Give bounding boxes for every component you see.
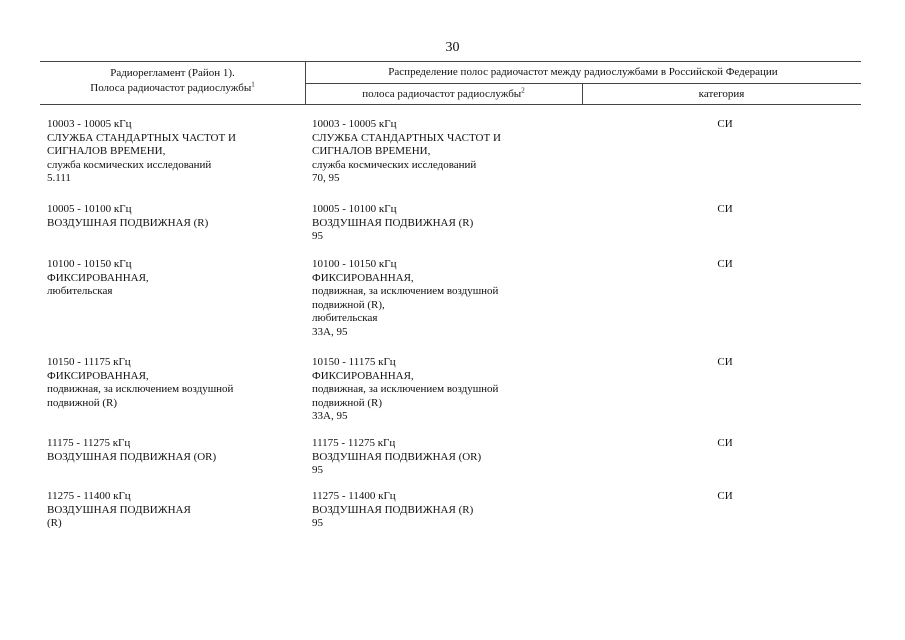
row-2-right-line: ФИКСИРОВАННАЯ, xyxy=(312,271,414,284)
row-2-right xyxy=(312,258,498,339)
header-left-line1: Радиорегламент (Район 1). xyxy=(110,67,235,79)
row-2-right-line: любительская xyxy=(312,312,378,324)
header-left-line2-text: Полоса радиочастот радиослужбы xyxy=(90,82,252,94)
row-1-right-line: 10005 - 10100 кГц xyxy=(312,203,397,215)
row-0-left-line: служба космических исследований xyxy=(47,158,212,171)
row-0-right-line: СЛУЖБА СТАНДАРТНЫХ ЧАСТОТ И xyxy=(312,131,501,144)
row-4-left-line: ВОЗДУШНАЯ ПОДВИЖНАЯ (OR) xyxy=(47,450,217,463)
row-3-left-line: подвижной (R) xyxy=(47,396,118,409)
row-2-left-line: любительская xyxy=(47,285,113,297)
row-2-right-line: 10100 - 10150 кГц xyxy=(312,258,397,270)
row-5-category: СИ xyxy=(717,490,733,502)
row-4-right xyxy=(312,437,481,478)
header-right-col1 xyxy=(305,87,582,102)
row-5-right-line: 11275 - 11400 кГц xyxy=(312,490,396,502)
row-4-left-line: 11175 - 11275 кГц xyxy=(47,437,131,449)
row-1-right xyxy=(312,203,473,244)
row-3-right-line: подвижной (R) xyxy=(312,396,383,409)
row-5-left-line: (R) xyxy=(47,517,62,529)
row-5-left-line: 11275 - 11400 кГц xyxy=(47,490,131,502)
row-3-right-line: подвижная, за исключением воздушной xyxy=(312,383,499,395)
row-1-category: СИ xyxy=(717,203,733,215)
header-left xyxy=(40,66,305,96)
row-0-right-line: 10003 - 10005 кГц xyxy=(312,118,397,130)
row-5-left-line: ВОЗДУШНАЯ ПОДВИЖНАЯ xyxy=(47,503,191,516)
row-2-right-line: 33А, 95 xyxy=(312,325,348,338)
row-5-right-line: 95 xyxy=(312,517,323,529)
header-left-line2 xyxy=(40,81,305,96)
row-0-left-line: СИГНАЛОВ ВРЕМЕНИ, xyxy=(47,145,166,157)
row-3-right-line: 33А, 95 xyxy=(312,410,348,422)
row-0-right-line: служба космических исследований xyxy=(312,158,477,171)
header-right-top: Распределение полос радиочастот между радиослужбами в Российской Федерации xyxy=(388,66,778,78)
row-4-right-line: ВОЗДУШНАЯ ПОДВИЖНАЯ (OR) xyxy=(312,450,482,463)
row-0-left xyxy=(47,118,236,186)
header-middle-rule xyxy=(305,83,861,84)
row-4-left xyxy=(47,437,216,464)
row-3-right xyxy=(312,356,498,424)
header-top-rule xyxy=(40,61,861,62)
row-1-right-line: ВОЗДУШНАЯ ПОДВИЖНАЯ (R) xyxy=(312,216,474,229)
row-2-right-line: подвижная, за исключением воздушной xyxy=(312,285,499,297)
row-4-right-line: 11175 - 11275 кГц xyxy=(312,437,396,449)
row-2-left xyxy=(47,258,149,299)
row-2-left-line: ФИКСИРОВАННАЯ, xyxy=(47,271,149,284)
row-0-category: СИ xyxy=(717,118,733,130)
row-3-left-line: подвижная, за исключением воздушной xyxy=(47,383,234,395)
row-3-left xyxy=(47,356,233,410)
row-1-left-line: 10005 - 10100 кГц xyxy=(47,203,132,215)
row-0-right-line: 70, 95 xyxy=(312,172,340,184)
header-bottom-rule xyxy=(40,104,861,105)
row-3-right-line: ФИКСИРОВАННАЯ, xyxy=(312,369,414,382)
row-0-left-line: 5.111 xyxy=(47,172,71,184)
row-3-left-line: 10150 - 11175 кГц xyxy=(47,356,131,368)
row-3-left-line: ФИКСИРОВАННАЯ, xyxy=(47,369,149,382)
row-2-right-line: подвижной (R), xyxy=(312,298,385,311)
row-5-left xyxy=(47,490,191,531)
header-right-col2: категория xyxy=(698,88,745,100)
row-5-right-line: ВОЗДУШНАЯ ПОДВИЖНАЯ (R) xyxy=(312,503,474,516)
row-3-category: СИ xyxy=(717,356,733,368)
row-1-right-line: 95 xyxy=(312,230,323,242)
page-number: 30 xyxy=(445,40,460,55)
footnote-ref-1: 1 xyxy=(251,80,255,89)
row-4-category: СИ xyxy=(717,437,733,449)
row-3-right-line: 10150 - 11175 кГц xyxy=(312,356,396,368)
row-2-category: СИ xyxy=(717,258,733,270)
footnote-ref-2: 2 xyxy=(521,86,525,95)
row-2-left-line: 10100 - 10150 кГц xyxy=(47,258,132,270)
row-4-right-line: 95 xyxy=(312,464,323,476)
header-right-col1-text: полоса радиочастот радиослужбы xyxy=(362,88,522,100)
row-0-left-line: СЛУЖБА СТАНДАРТНЫХ ЧАСТОТ И xyxy=(47,131,236,144)
row-1-left xyxy=(47,203,208,230)
row-0-left-line: 10003 - 10005 кГц xyxy=(47,118,132,130)
row-1-left-line: ВОЗДУШНАЯ ПОДВИЖНАЯ (R) xyxy=(47,216,209,229)
row-0-right xyxy=(312,118,501,186)
row-0-right-line: СИГНАЛОВ ВРЕМЕНИ, xyxy=(312,145,431,157)
row-5-right xyxy=(312,490,473,531)
